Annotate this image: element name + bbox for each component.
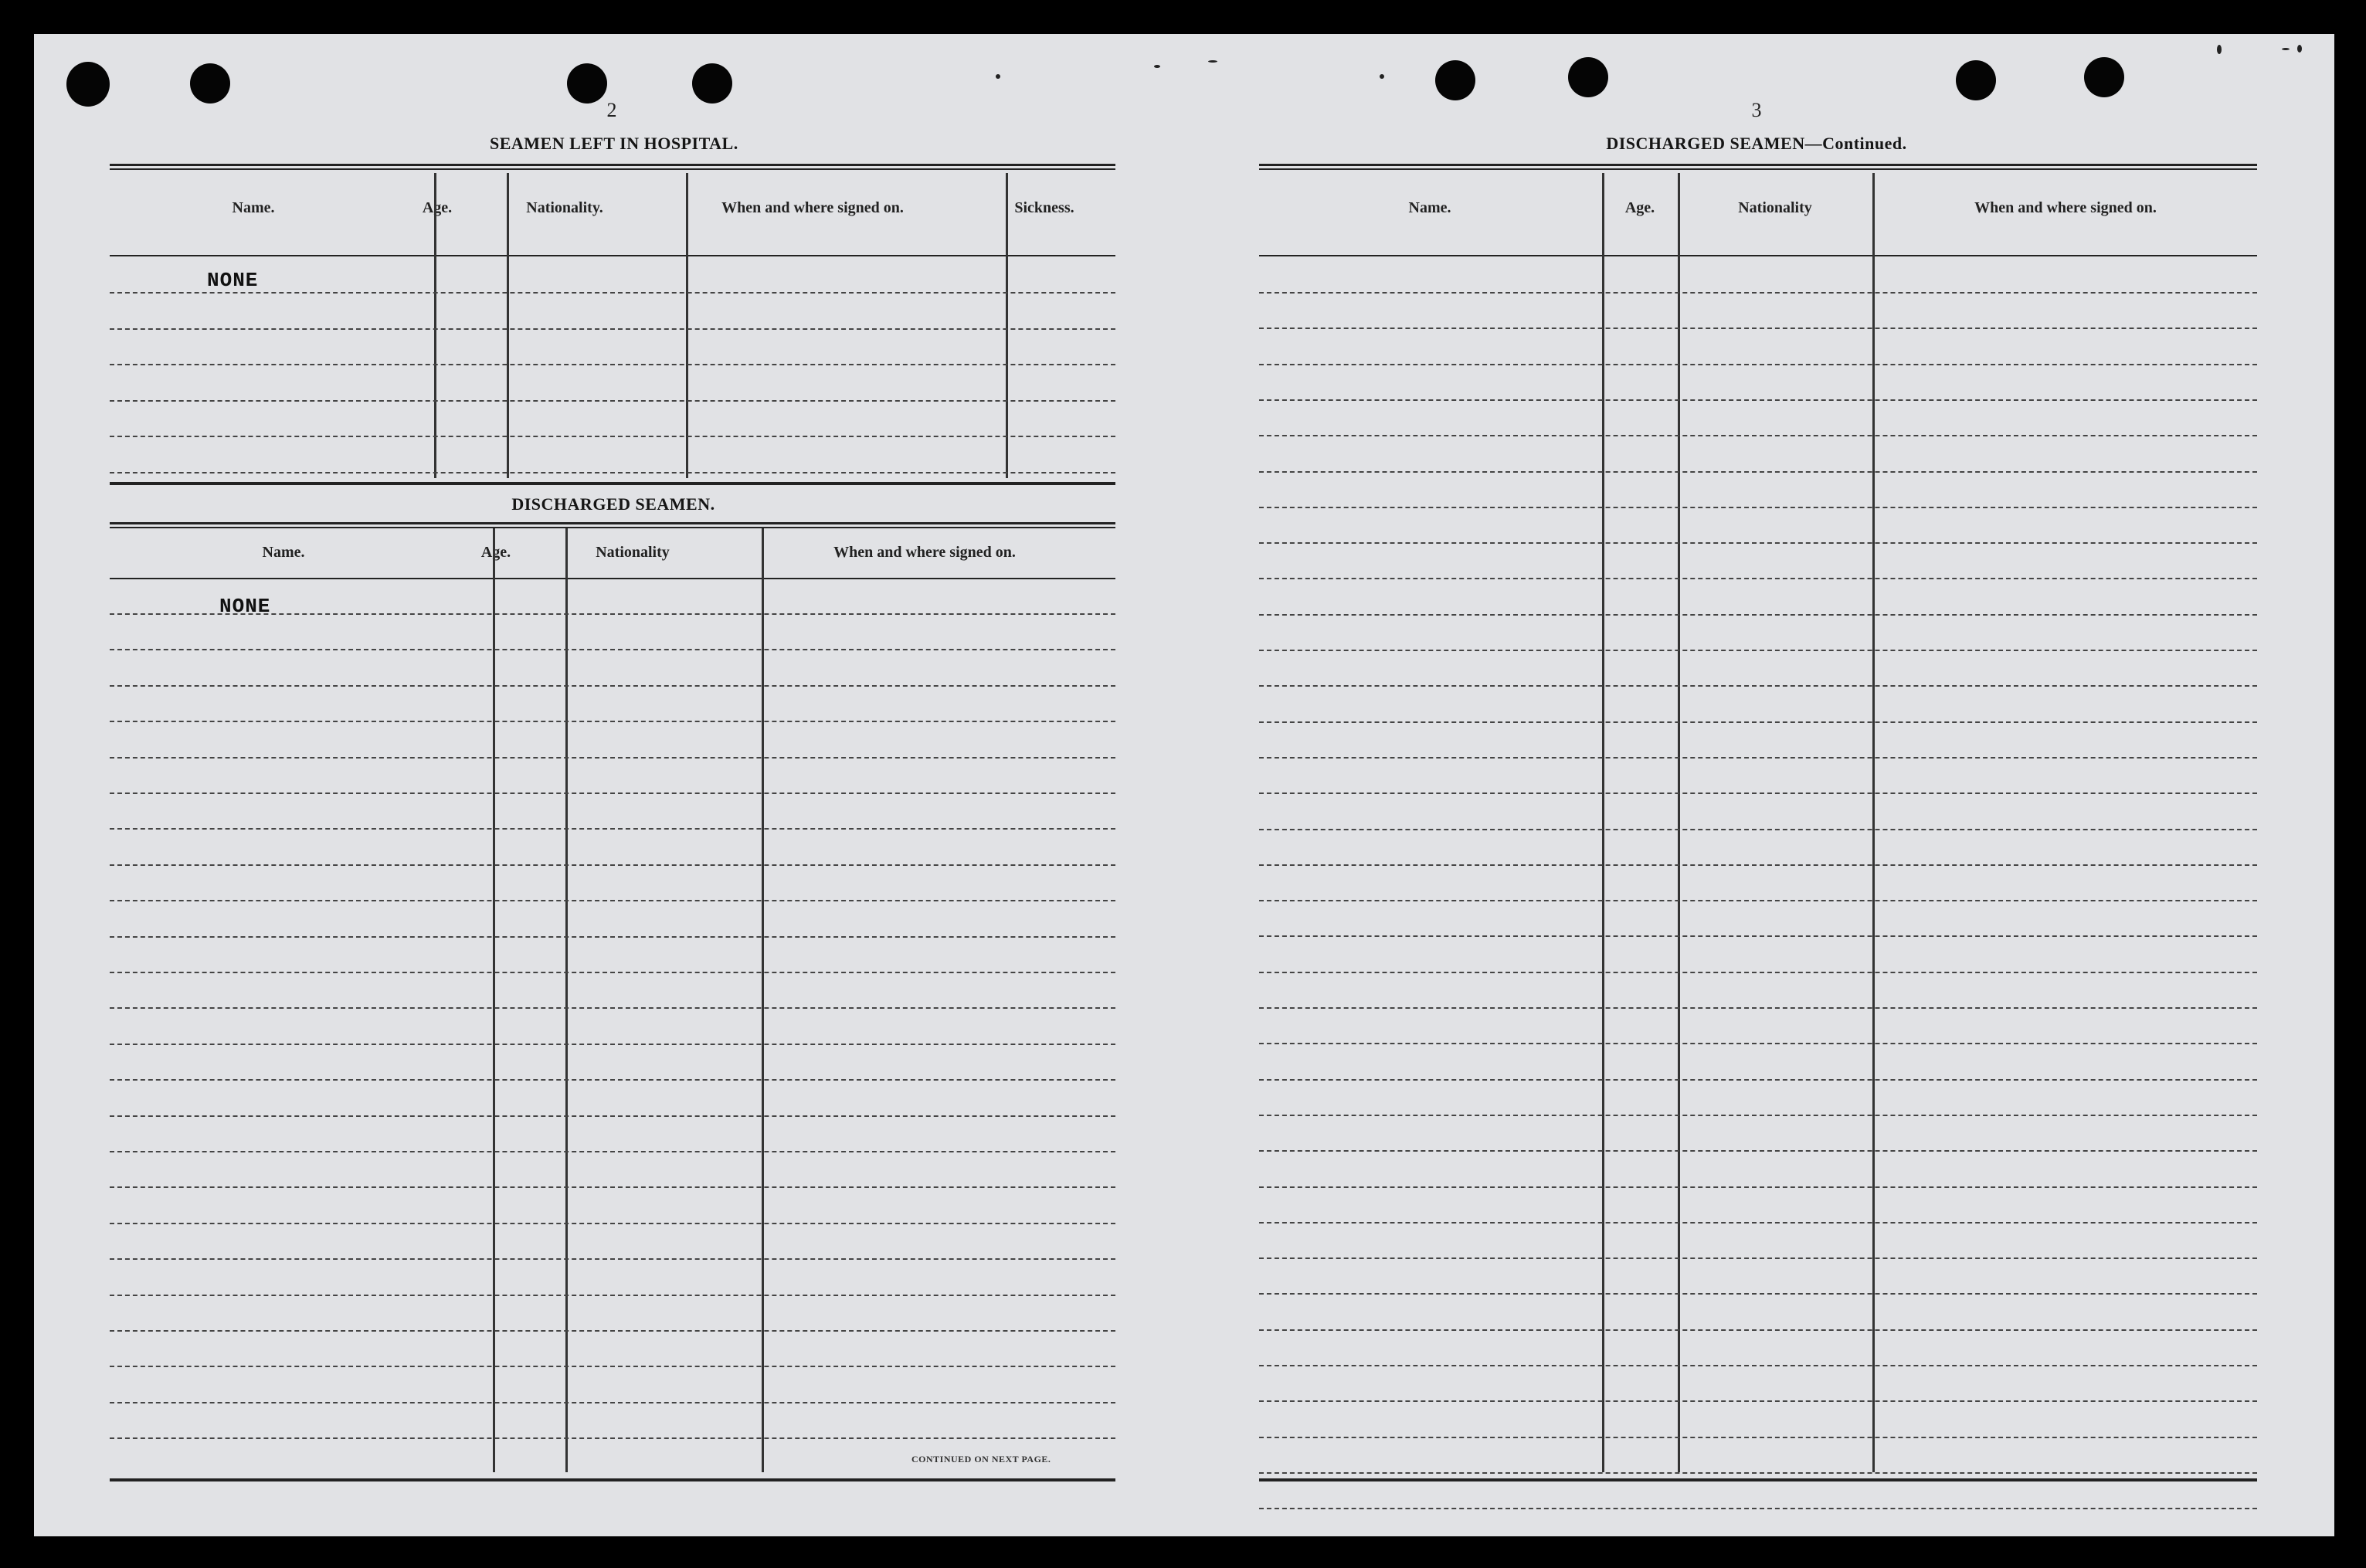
ruled-entry-line bbox=[1259, 1115, 2257, 1116]
discharged-table bbox=[110, 528, 1115, 1472]
discharged-col-age: Age. bbox=[480, 544, 511, 561]
ruled-entry-line bbox=[110, 1079, 1115, 1081]
ruled-entry-line bbox=[110, 1330, 1115, 1332]
ruled-entry-line bbox=[110, 328, 1115, 330]
ink-speck bbox=[2297, 45, 2302, 53]
ruled-entry-line bbox=[1259, 792, 2257, 794]
ruled-entry-line bbox=[1259, 578, 2257, 579]
ruled-entry-line bbox=[110, 828, 1115, 830]
ruled-entry-line bbox=[110, 1186, 1115, 1188]
ruled-entry-line bbox=[1259, 721, 2257, 723]
ruled-entry-line bbox=[1259, 864, 2257, 866]
ruled-entry-line bbox=[110, 1151, 1115, 1152]
ruled-entry-line bbox=[110, 1366, 1115, 1367]
ruled-entry-line bbox=[1259, 399, 2257, 401]
ruled-entry-line bbox=[110, 1295, 1115, 1296]
punch-hole bbox=[692, 63, 732, 104]
discharged-table-top-rule bbox=[110, 522, 1115, 528]
ruled-entry-line bbox=[1259, 972, 2257, 973]
ruled-entry-line bbox=[1259, 1150, 2257, 1152]
ledger-paper bbox=[34, 34, 2334, 1536]
ruled-entry-line bbox=[1259, 685, 2257, 687]
continued-note: CONTINUED ON NEXT PAGE. bbox=[911, 1454, 1051, 1464]
hospital-table-bottom-rule bbox=[110, 482, 1115, 485]
ruled-entry-line bbox=[110, 900, 1115, 901]
ruled-entry-line bbox=[1259, 364, 2257, 365]
ruled-entry-line bbox=[1259, 1293, 2257, 1295]
hospital-col-divider bbox=[507, 173, 509, 478]
punch-hole bbox=[567, 63, 607, 104]
hospital-col-sickness: Sickness. bbox=[1014, 199, 1074, 216]
ruled-entry-line bbox=[110, 292, 1115, 294]
ruled-entry-line bbox=[110, 936, 1115, 938]
ruled-entry-line bbox=[1259, 471, 2257, 473]
right-col-name: Name. bbox=[1408, 199, 1451, 216]
ruled-entry-line bbox=[1259, 1472, 2257, 1474]
discharged-col-nationality: Nationality bbox=[596, 544, 670, 561]
ruled-entry-line bbox=[110, 400, 1115, 402]
ruled-entry-line bbox=[110, 1258, 1115, 1260]
ruled-entry-line bbox=[110, 864, 1115, 866]
hospital-header-rule bbox=[110, 255, 1115, 256]
right-col-divider bbox=[1602, 173, 1604, 1472]
punch-hole bbox=[2084, 57, 2124, 97]
punch-hole bbox=[1956, 60, 1996, 100]
ruled-entry-line bbox=[110, 757, 1115, 759]
hospital-col-divider bbox=[1006, 173, 1008, 478]
discharged-continued-title: DISCHARGED SEAMEN—Continued. bbox=[1606, 134, 1907, 153]
punch-hole bbox=[1568, 57, 1608, 97]
ruled-entry-line bbox=[110, 792, 1115, 794]
right-col-age: Age. bbox=[1624, 199, 1655, 216]
ruled-entry-line bbox=[1259, 614, 2257, 616]
right-col-signed-on: When and where signed on. bbox=[1974, 199, 2157, 216]
right-table-bottom-rule bbox=[1259, 1478, 2257, 1481]
right-col-divider bbox=[1678, 173, 1680, 1472]
hospital-col-divider bbox=[434, 173, 436, 478]
ruled-entry-line bbox=[110, 472, 1115, 473]
ruled-entry-line bbox=[1259, 1508, 2257, 1509]
ruled-entry-line bbox=[110, 1437, 1115, 1439]
ruled-entry-line bbox=[1259, 900, 2257, 901]
hospital-col-divider bbox=[686, 173, 688, 478]
ruled-entry-line bbox=[110, 364, 1115, 365]
hospital-table-top-rule bbox=[110, 164, 1115, 170]
hospital-col-signed-on: When and where signed on. bbox=[721, 199, 904, 216]
ruled-entry-line bbox=[1259, 935, 2257, 937]
ink-speck bbox=[2217, 45, 2222, 54]
ruled-entry-line bbox=[1259, 1329, 2257, 1331]
ruled-entry-line bbox=[1259, 829, 2257, 830]
hospital-col-nationality: Nationality. bbox=[526, 199, 603, 216]
ruled-entry-line bbox=[1259, 1257, 2257, 1259]
ruled-entry-line bbox=[1259, 1007, 2257, 1009]
ruled-entry-line bbox=[1259, 328, 2257, 329]
hospital-section-title: SEAMEN LEFT IN HOSPITAL. bbox=[490, 134, 738, 153]
ruled-entry-line bbox=[110, 1402, 1115, 1403]
ruled-entry-line bbox=[1259, 507, 2257, 508]
ruled-entry-line bbox=[110, 1115, 1115, 1117]
ruled-entry-line bbox=[1259, 1079, 2257, 1081]
punch-hole bbox=[1435, 60, 1475, 100]
ink-speck bbox=[1154, 65, 1160, 68]
ruled-entry-line bbox=[110, 721, 1115, 722]
ink-speck bbox=[1380, 74, 1384, 79]
ruled-entry-line bbox=[1259, 1222, 2257, 1224]
ruled-entry-line bbox=[1259, 757, 2257, 759]
ruled-entry-line bbox=[1259, 650, 2257, 651]
hospital-col-name: Name. bbox=[232, 199, 275, 216]
ink-speck bbox=[996, 74, 1000, 79]
ruled-entry-line bbox=[110, 649, 1115, 650]
ruled-entry-line bbox=[1259, 1365, 2257, 1366]
hospital-entry-none: NONE bbox=[207, 269, 259, 292]
ruled-entry-line bbox=[1259, 1186, 2257, 1188]
discharged-continued-table bbox=[1259, 173, 2257, 1472]
right-col-nationality: Nationality bbox=[1738, 199, 1812, 216]
hospital-col-age: Age. bbox=[422, 199, 453, 216]
ruled-entry-line bbox=[110, 1044, 1115, 1045]
discharged-col-signed-on: When and where signed on. bbox=[833, 544, 1016, 561]
punch-hole bbox=[190, 63, 230, 104]
punch-hole bbox=[66, 62, 110, 107]
discharged-header-rule bbox=[110, 578, 1115, 579]
ruled-entry-line bbox=[110, 1007, 1115, 1009]
discharged-entry-none: NONE bbox=[219, 595, 271, 618]
ruled-entry-line bbox=[1259, 1043, 2257, 1044]
ink-speck bbox=[1208, 60, 1217, 63]
ruled-entry-line bbox=[1259, 292, 2257, 294]
right-table-top-rule bbox=[1259, 164, 2257, 170]
right-header-rule bbox=[1259, 255, 2257, 256]
hospital-table bbox=[110, 173, 1115, 478]
ruled-entry-line bbox=[110, 613, 1115, 615]
right-col-divider bbox=[1872, 173, 1875, 1472]
page-number-left: 2 bbox=[606, 99, 617, 121]
ruled-entry-line bbox=[1259, 435, 2257, 436]
ruled-entry-line bbox=[110, 972, 1115, 973]
ruled-entry-line bbox=[110, 436, 1115, 437]
ruled-entry-line bbox=[110, 685, 1115, 687]
ruled-entry-line bbox=[110, 1223, 1115, 1224]
page-number-right: 3 bbox=[1751, 99, 1762, 121]
ruled-entry-line bbox=[1259, 542, 2257, 544]
ruled-entry-line bbox=[1259, 1437, 2257, 1438]
discharged-table-bottom-rule bbox=[110, 1478, 1115, 1481]
discharged-col-name: Name. bbox=[262, 544, 305, 561]
discharged-section-title: DISCHARGED SEAMEN. bbox=[511, 494, 715, 514]
ruled-entry-line bbox=[1259, 1400, 2257, 1402]
ink-speck bbox=[2282, 48, 2290, 50]
